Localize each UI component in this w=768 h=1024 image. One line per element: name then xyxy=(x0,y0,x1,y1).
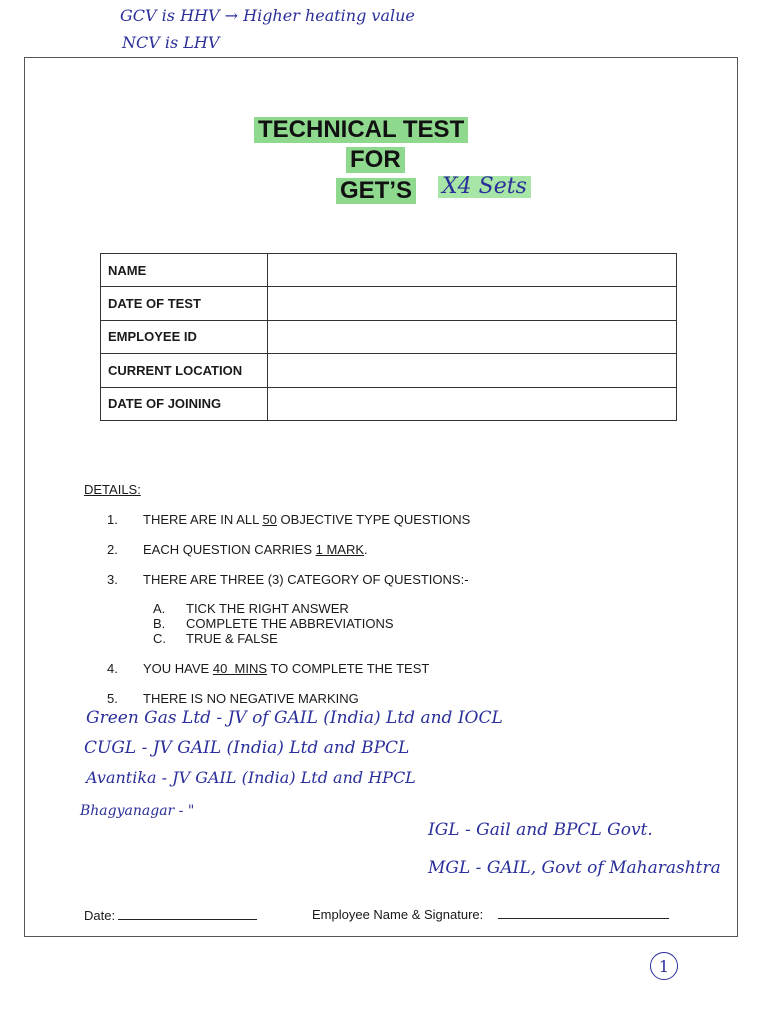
table-value-date-of-test[interactable] xyxy=(268,287,677,320)
handwritten-jv-note-3: Avantika - JV GAIL (India) Ltd and HPCL xyxy=(86,768,416,787)
signature-line[interactable] xyxy=(498,918,669,919)
details-item-5: THERE IS NO NEGATIVE MARKING xyxy=(143,691,359,706)
item-text: . xyxy=(364,542,368,557)
table-row xyxy=(101,387,677,420)
handwritten-jv-note-2: CUGL - JV GAIL (India) Ltd and BPCL xyxy=(84,738,410,758)
item-emphasis: 50 xyxy=(262,512,277,527)
subitem-text: TICK THE RIGHT ANSWER xyxy=(186,601,349,616)
details-item-1 xyxy=(143,512,470,527)
details-heading: DETAILS: xyxy=(84,482,141,497)
table-label-date-of-test: DATE OF TEST xyxy=(101,287,268,320)
date-label: Date: xyxy=(84,908,116,923)
table-row xyxy=(101,354,677,387)
handwritten-jv-note-1: Green Gas Ltd - JV of GAIL (India) Ltd and IOCL xyxy=(86,708,503,728)
employee-info-table xyxy=(100,253,677,421)
table-label-current-location: CURRENT LOCATION xyxy=(101,354,268,387)
table-value-date-of-joining[interactable] xyxy=(268,387,677,420)
handwritten-note-ncv: NCV is LHV xyxy=(122,33,220,52)
item-text: TO COMPLETE THE TEST xyxy=(267,661,430,676)
item-text: YOU HAVE xyxy=(143,661,213,676)
details-item-3: THERE ARE THREE (3) CATEGORY OF QUESTIONS:- xyxy=(143,572,469,587)
title-line-2: FOR xyxy=(346,147,405,173)
title-line-1: TECHNICAL TEST xyxy=(254,117,468,143)
subitem-text: TRUE & FALSE xyxy=(186,631,278,646)
item-text: OBJECTIVE TYPE QUESTIONS xyxy=(276,512,471,527)
page-number-circle xyxy=(650,952,678,980)
subitem-letter: C. xyxy=(153,631,166,646)
title-line-3: GET’S xyxy=(336,178,416,204)
table-label-date-of-joining: DATE OF JOINING xyxy=(101,387,268,420)
date-line[interactable] xyxy=(118,919,257,920)
item-number: 4. xyxy=(107,661,118,676)
page-number: 1 xyxy=(658,956,670,976)
item-number: 3. xyxy=(107,572,118,587)
table-row xyxy=(101,320,677,353)
item-number: 5. xyxy=(107,691,118,706)
subitem-text: COMPLETE THE ABBREVIATIONS xyxy=(186,616,394,631)
table-label-name: NAME xyxy=(101,254,268,287)
item-text: EACH QUESTION CARRIES xyxy=(143,542,316,557)
details-item-2 xyxy=(143,542,368,557)
handwritten-mgl-note: MGL - GAIL, Govt of Maharashtra xyxy=(428,858,721,878)
table-row xyxy=(101,287,677,320)
table-row xyxy=(101,254,677,287)
table-label-employee-id: EMPLOYEE ID xyxy=(101,320,268,353)
handwritten-sets-note: X4 Sets xyxy=(438,176,531,198)
handwritten-jv-note-4: Bhagyanagar - " xyxy=(80,803,195,819)
subitem-letter: B. xyxy=(153,616,166,631)
item-emphasis: 40 MINS xyxy=(212,661,268,676)
signature-label: Employee Name & Signature: xyxy=(312,907,484,922)
handwritten-note-gcv: GCV is HHV → Higher heating value xyxy=(120,6,415,25)
item-text: THERE ARE IN ALL xyxy=(143,512,263,527)
table-value-name[interactable] xyxy=(268,254,677,287)
handwritten-igl-note: IGL - Gail and BPCL Govt. xyxy=(428,820,653,840)
subitem-letter: A. xyxy=(153,601,166,616)
details-item-4 xyxy=(143,661,429,676)
item-emphasis: 1 MARK xyxy=(315,542,365,557)
table-value-current-location[interactable] xyxy=(268,354,677,387)
item-number: 2. xyxy=(107,542,118,557)
item-number: 1. xyxy=(107,512,118,527)
table-value-employee-id[interactable] xyxy=(268,320,677,353)
